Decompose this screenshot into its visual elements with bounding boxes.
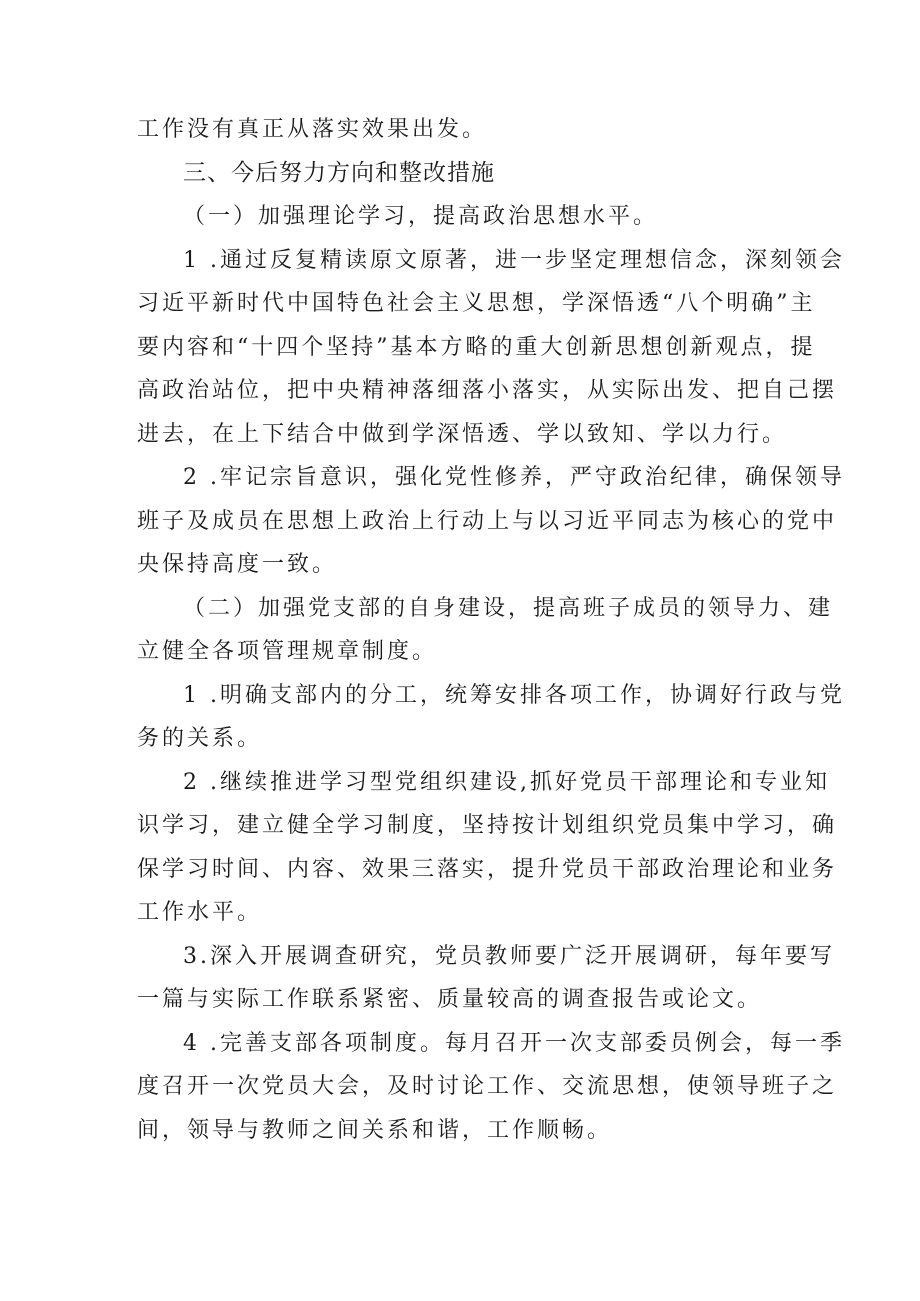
list-item-2-1: [137, 674, 845, 761]
paragraph-intro-end: [137, 108, 789, 152]
text-line: 间，领导与教师之间关系和谐，工作顺畅。: [137, 1117, 613, 1143]
list-item-2-4: [137, 1022, 845, 1153]
subheading-two: [137, 587, 834, 674]
text-line: 高政治站位，把中央精神落细落小落实，从实际出发、把自己摆: [137, 378, 838, 403]
text-line: 1 .通过反复精读原文原著，进一步坚定理想信念，深刻领会: [183, 247, 845, 273]
text-line: 要内容和“十四个坚持”基本方略的重大创新思想创新观点，提: [137, 334, 816, 360]
text-line: 保学习时间、内容、效果三落实，提升党员干部政治理论和业务: [137, 856, 838, 882]
text-line: 一篇与实际工作联系紧密、质量较高的调查报告或论文。: [137, 987, 763, 1012]
text-line: 2 .继续推进学习型党组织建设,抓好党员干部理论和专业知: [183, 769, 830, 795]
text-line: 3.深入开展调查研究，党员教师要广泛开展调研，每年要写: [183, 943, 835, 969]
text-line: 2 .牢记宗旨意识，强化党性修养，严守政治纪律，确保领导: [183, 465, 845, 490]
list-item-1-1: [137, 239, 845, 457]
text-line: 习近平新时代中国特色社会主义思想，学深悟透“八个明确”主: [137, 291, 816, 316]
list-item-2-3: [137, 935, 835, 1022]
section-heading: [137, 152, 789, 196]
subheading-one: [137, 195, 789, 239]
text-line: 4 .完善支部各项制度。每月召开一次支部委员例会，每一季: [183, 1030, 845, 1056]
section-heading-title: 三、今后努力方向和整改措施: [183, 159, 495, 186]
text-line: 度召开一次党员大会，及时讨论工作、交流思想，使领导班子之: [137, 1074, 838, 1099]
text-line: 班子及成员在思想上政治上行动上与以习近平同志为核心的党中: [137, 508, 838, 534]
text-line: 1 .明确支部内的分工，统筹安排各项工作，协调好行政与党: [183, 682, 845, 708]
document-body: [137, 108, 845, 1152]
subheading-line: （二）加强党支部的自身建设，提高班子成员的领导力、建: [183, 595, 834, 621]
text-line: 工作没有真正从落实效果出发。: [137, 117, 488, 142]
text-line: 识学习，建立健全学习制度，坚持按计划组织党员集中学习，确: [137, 813, 838, 838]
text-line: 工作水平。: [137, 900, 263, 925]
list-item-2-2: [137, 761, 838, 935]
subheading-line: 立健全各项管理规章制度。: [137, 639, 438, 664]
text-line: 央保持高度一致。: [137, 552, 338, 577]
subheading-line: （一）加强理论学习，提高政治思想水平。: [183, 204, 659, 229]
text-line: 务的关系。: [137, 726, 263, 751]
list-item-1-2: [137, 456, 845, 587]
text-line: 进去，在上下结合中做到学深悟透、学以致知、学以力行。: [137, 421, 788, 447]
